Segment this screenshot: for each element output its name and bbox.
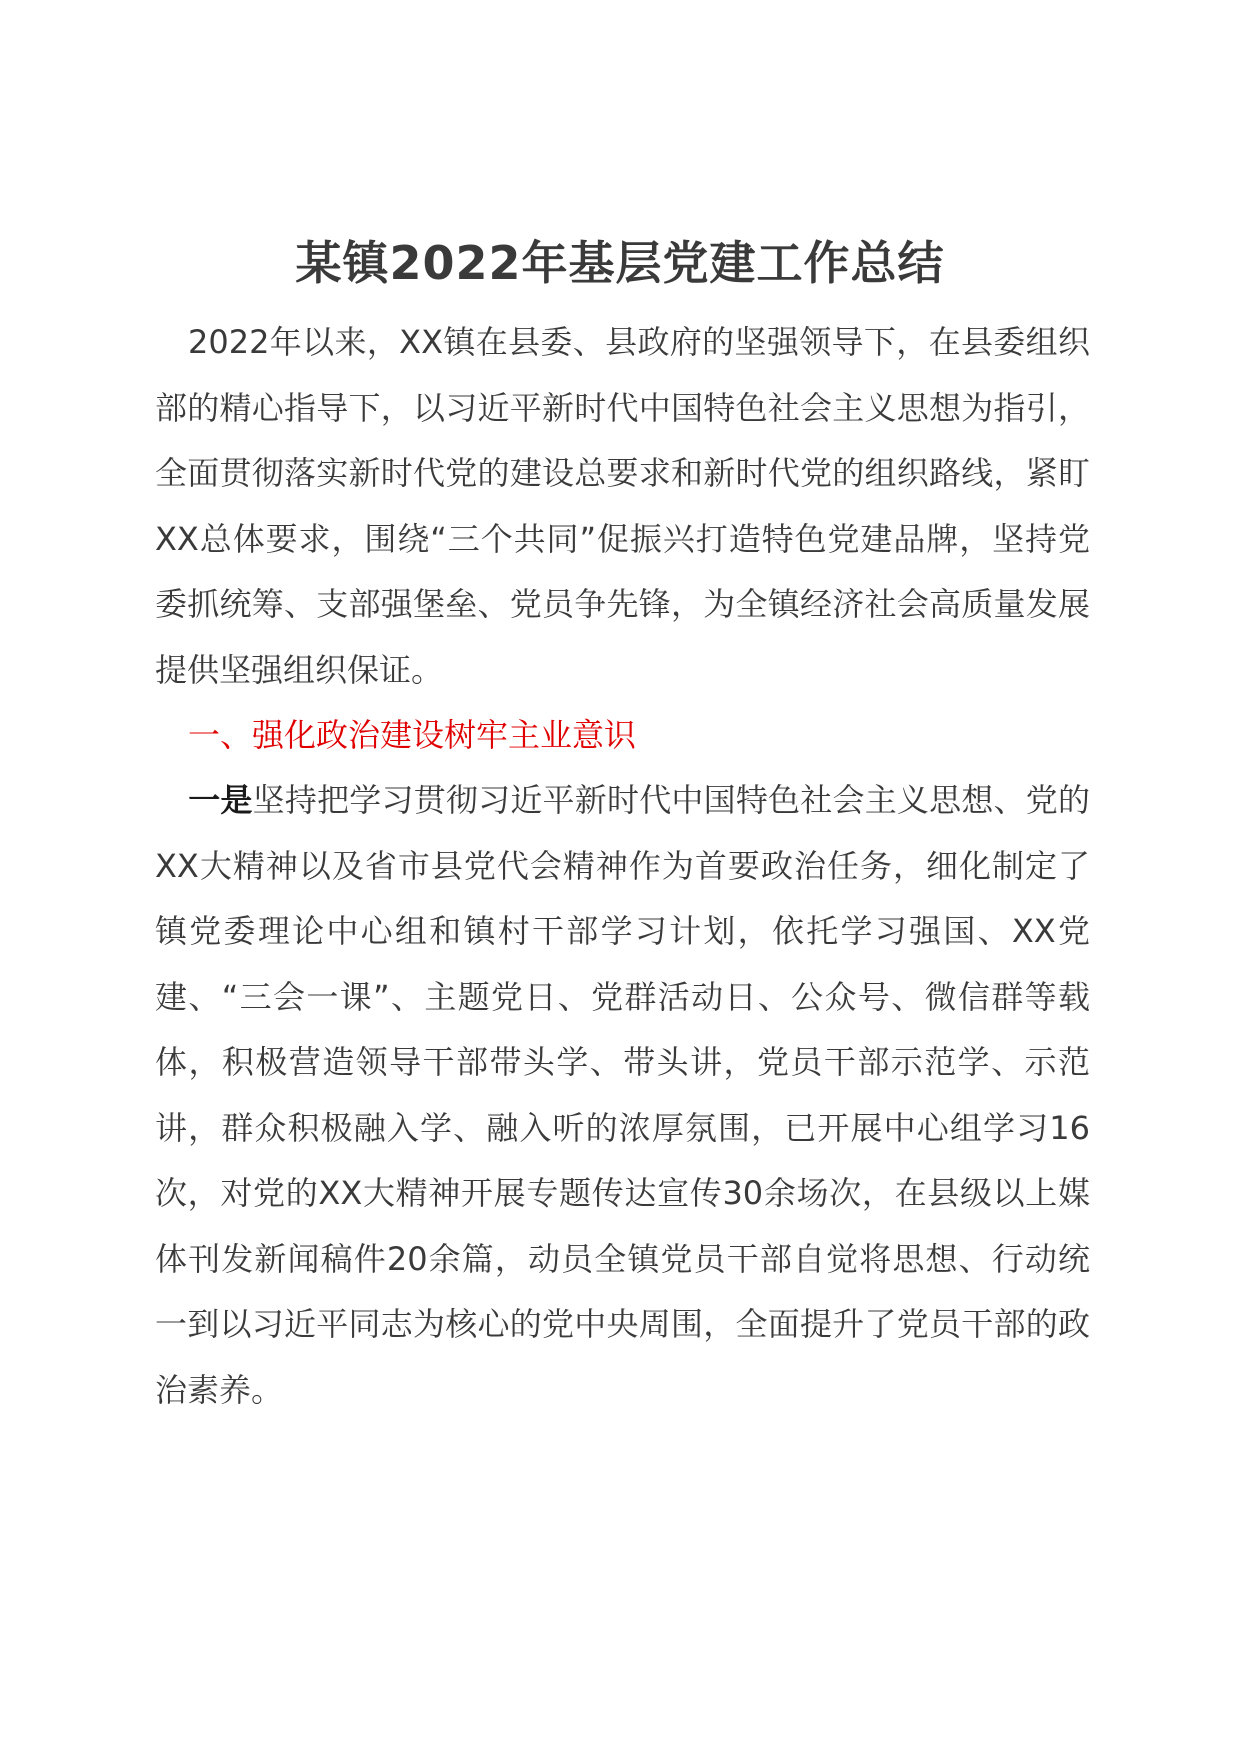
section-paragraph bbox=[155, 768, 1090, 1423]
section-heading: 一、强化政治建设树牢主业意识 bbox=[188, 716, 637, 754]
document-title: 某镇2022年基层党建工作总结 bbox=[295, 236, 945, 290]
intro-paragraph bbox=[155, 310, 1090, 703]
intro-text: 2022年以来，XX镇在县委、县政府的坚强领导下，在县委组织部的精心指导下，以习近平新时代中国特色社会主义思想为指引，全面贯彻落实新时代党的建设总要求和新时代党的组织路线，紧盯XX总体要求，围绕“三个共同”促振兴打造特色党建品牌，坚持党委抓统筹、支部强堡垒、党员争先锋，为全镇经济社会高质量发展提供坚强组织保证。 bbox=[155, 323, 1090, 689]
paragraph-text: 坚持把学习贯彻习近平新时代中国特色社会主义思想、党的XX大精神以及省市县党代会精神作为首要政治任务，细化制定了镇党委理论中心组和镇村干部学习计划，依托学习强国、XX党建、“三会一课”、主题党日、党群活动日、公众号、微信群等载体，积极营造领导干部带头学、带头讲，党员干部示范学、示范讲，群众积极融入学、融入听的浓厚氛围，已开展中心组学习16次，对党的XX大精神开展专题传达宣传30余场次，在县级以上媒体刊发新闻稿件20余篇，动员全镇党员干部自觉将思想、行动统一到以习近平同志为核心的党中央周围，全面提升了党员干部的政治素养。 bbox=[155, 781, 1090, 1409]
paragraph-lead: 一是 bbox=[188, 781, 253, 819]
